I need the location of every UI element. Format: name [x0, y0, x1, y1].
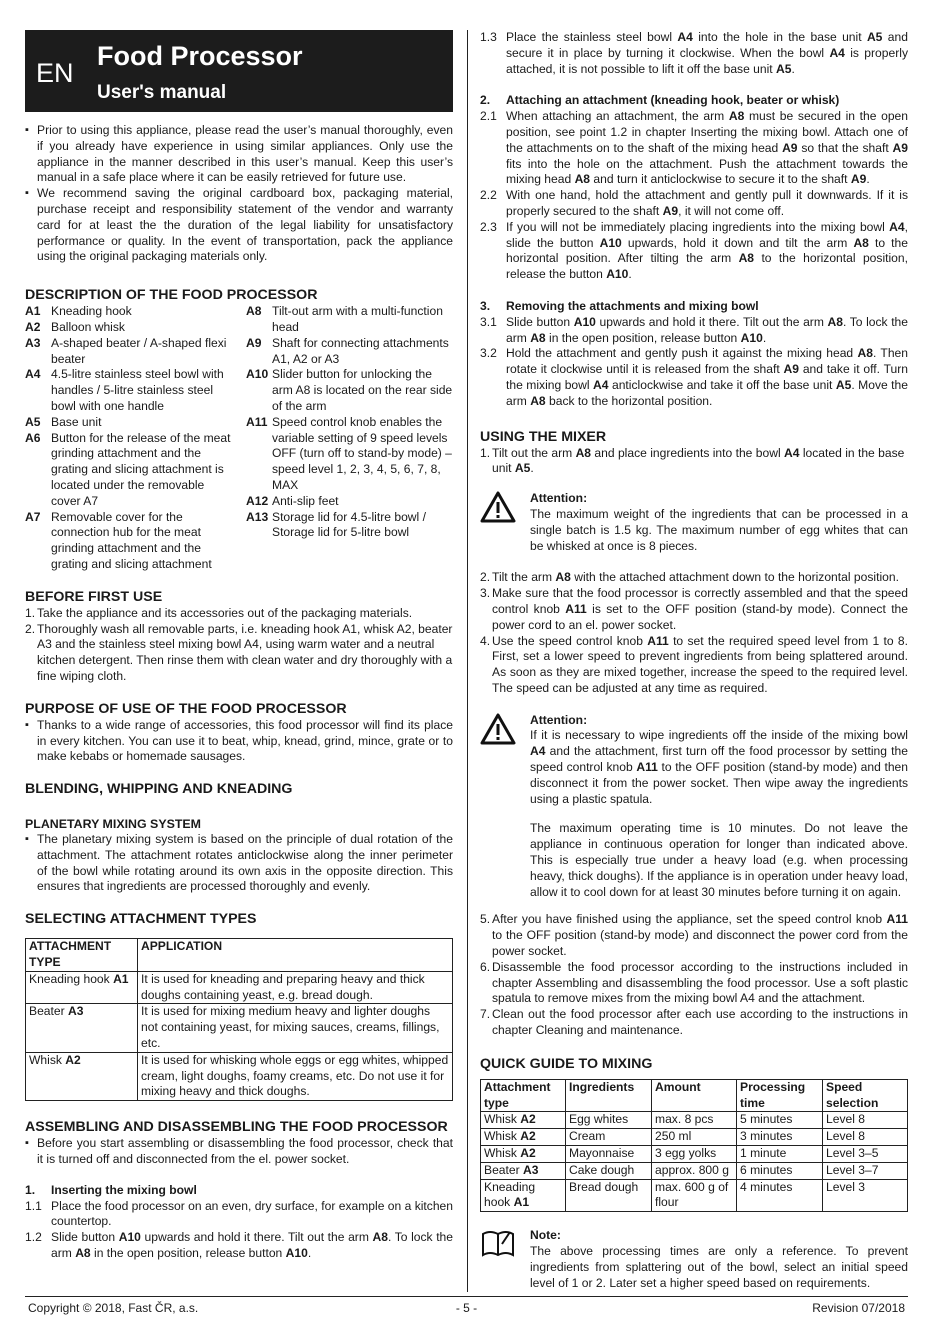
- table-header-cell: Amount: [652, 1079, 737, 1112]
- table-cell: Whisk A2: [481, 1146, 566, 1163]
- table-header-cell: APPLICATION: [138, 939, 453, 972]
- note-label: Note:: [530, 1228, 561, 1243]
- assembling-intro: ▪ Before you start assembling or disassembling the food processor, check that it is turned off and disconnected from the el. power socket.: [25, 1136, 453, 1168]
- step-item: 1.1 Place the food processor on an even, dry surface, for example on a kitchen countertop.: [25, 1198, 454, 1229]
- step-item: 2.1 When attaching an attachment, the arm A8 must be secured in the open position, see point 1.2 in chapter Inserting the mixing bowl. Attach one of the attachments on to the shaft of the mixing head A9 so that the shaft A9 fits into the hole on the attachment. Push the attachment towards the mixing head A8 and turn it anticlockwise to secure it to the shaft A9.: [480, 109, 908, 187]
- attachment-types-heading: SELECTING ATTACHMENT TYPES: [25, 911, 257, 928]
- table-cell: Level 8: [823, 1129, 908, 1146]
- list-item: 2. Thoroughly wash all removable parts, i.e. kneading hook A1, whisk A2, beater A3 and the stainless steel mixing bowl A4, using warm water and a neutral kitchen detergent. Then rinse them with clean water and dry thoroughly with a fine wiping cloth.: [25, 621, 453, 683]
- document-title: Food Processor: [97, 41, 303, 71]
- table-header-cell: Attachment type: [481, 1079, 566, 1112]
- table-cell: 3 egg yolks: [652, 1146, 737, 1163]
- part-entry: A2 Balloon whisk: [25, 319, 125, 334]
- left-column: [25, 30, 453, 1262]
- table-cell: 6 minutes: [737, 1162, 823, 1179]
- assembly-steps-right: [480, 30, 908, 410]
- planetary-list: [25, 832, 453, 895]
- mixer-steps: [480, 912, 908, 1038]
- attention-box: [480, 713, 908, 901]
- step-heading: 3. Removing the attachments and mixing bowl: [480, 298, 759, 313]
- mixer-steps: [480, 446, 908, 478]
- step-item: 1.2 Slide button A10 upwards and hold it there. Tilt out the arm A8. To lock the arm A8 in the open position, release button A10.: [25, 1230, 454, 1261]
- assembling-intro-list: [25, 1136, 453, 1168]
- table-cell: approx. 800 g: [652, 1162, 737, 1179]
- table-row: [481, 1179, 908, 1212]
- attention-text: The maximum operating time is 10 minutes. Do not leave the appliance in continuous operation for longer than indicated above. This is especially true under a heavy load (e.g. when processing heavy, thick doughs). If the appliance is in operation under heavy load, allow it to cool down for at least 30 minutes before turning it on again.: [530, 821, 908, 899]
- table-cell: Level 3–5: [823, 1146, 908, 1163]
- table-cell: Kneading hook A1: [26, 971, 138, 1004]
- part-entry: A3 A-shaped beater / A-shaped flexi beater: [25, 335, 227, 366]
- part-entry: A4 4.5-litre stainless steel bowl with handles / 5-litre stainless steel bowl with one handle: [25, 367, 224, 413]
- purpose-list: [25, 718, 453, 765]
- intro-item: ▪ Prior to using this appliance, please read the user’s manual thoroughly, even if you already have experience in using similar appliances. Only use the appliance in the manner described in this user’s manual. Keep this user’s manual in a safe place where it can be easily retrieved for future use.: [25, 123, 453, 186]
- table-row: [481, 1162, 908, 1179]
- purpose-heading: PURPOSE OF USE OF THE FOOD PROCESSOR: [25, 700, 347, 717]
- table-header-cell: Processing time: [737, 1079, 823, 1112]
- table-row: [26, 1004, 453, 1052]
- language-code: EN: [36, 58, 74, 88]
- note-box: [480, 1228, 908, 1291]
- table-row: [26, 1052, 453, 1100]
- table-cell: Whisk A2: [481, 1112, 566, 1129]
- step-heading: 2. Attaching an attachment (kneading hook, beater or whisk): [480, 93, 840, 108]
- table-cell: Beater A3: [481, 1162, 566, 1179]
- mixer-steps: [480, 570, 908, 696]
- table-cell: Cake dough: [566, 1162, 652, 1179]
- part-entry: A10 Slider button for unlocking the arm A8 is located on the rear side of the arm: [246, 367, 453, 413]
- list-item: 7. Clean out the food processor after each use according to the instructions in chapter Cleaning and maintenance.: [480, 1007, 908, 1038]
- table-cell: Level 8: [823, 1112, 908, 1129]
- table-cell: 5 minutes: [737, 1112, 823, 1129]
- part-entry: A1 Kneading hook: [25, 304, 132, 319]
- table-cell: Beater A3: [26, 1004, 138, 1052]
- title-banner: [25, 30, 453, 112]
- using-mixer-heading: USING THE MIXER: [480, 428, 607, 445]
- revision-text: Revision 07/2018: [812, 1301, 905, 1315]
- table-header-cell: Ingredients: [566, 1079, 652, 1112]
- table-header-cell: ATTACHMENT TYPE: [26, 939, 138, 972]
- part-entry: A11 Speed control knob enables the variable setting of 9 speed levels OFF (turn off to stand-by mode) – speed level 1, 2, 3, 4, 5, 6, 7, 8, MAX: [246, 414, 452, 492]
- step-item: 2.3 If you will not be immediately placing ingredients into the mixing bowl A4, slide the button A10 upwards, hold it down and tilt the arm A8 to the horizontal position. After tilting the arm A8 to the horizontal position, release the button A10.: [480, 219, 908, 282]
- before-first-use-list: [25, 606, 453, 685]
- table-cell: It is used for kneading and preparing heavy and thick doughs containing yeast, e.g. bread dough.: [138, 971, 453, 1004]
- parts-list-right: [246, 304, 453, 573]
- list-item: 2. Tilt the arm A8 with the attached attachment down to the horizontal position.: [480, 570, 899, 585]
- step-item: 1.3 Place the stainless steel bowl A4 into the hole in the base unit A5 and secure it in place by turning it clockwise. When the bowl A4 is properly attached, it is not possible to lift it off the base unit A5.: [480, 30, 909, 76]
- copyright-text: Copyright © 2018, Fast ČR, a.s.: [28, 1301, 199, 1315]
- part-entry: A13 Storage lid for 4.5-litre bowl / Storage lid for 5-litre bowl: [246, 509, 426, 540]
- attention-label: Attention:: [530, 491, 588, 506]
- table-cell: 1 minute: [737, 1146, 823, 1163]
- table-row: [481, 1112, 908, 1129]
- table-cell: Egg whites: [566, 1112, 652, 1129]
- list-item: 5. After you have finished using the appliance, set the speed control knob A11 to the OFF position (stand-by mode) and disconnect the power cord from the power socket.: [480, 912, 908, 959]
- attention-label: Attention:: [530, 712, 588, 727]
- page-number: - 5 -: [455, 1301, 478, 1315]
- quick-guide-table: [480, 1079, 908, 1212]
- parts-list-left: [25, 304, 232, 573]
- part-entry: A12 Anti-slip feet: [246, 493, 339, 508]
- table-cell: 4 minutes: [737, 1179, 823, 1212]
- page-footer: [25, 1296, 908, 1318]
- assembly-steps-left: [25, 1183, 453, 1262]
- list-item: 4. Use the speed control knob A11 to set the required speed level from 1 to 8. First, set a lower speed to prevent ingredients from being splattered around. As soon as they are mixed together, increase the speed to the required level. The speed can be adjusted at any time as required.: [480, 633, 908, 695]
- part-entry: A9 Shaft for connecting attachments A1, A2 or A3: [246, 335, 449, 366]
- list-item: 3. Make sure that the food processor is correctly assembled and that the speed control knob A11 is set to the OFF position (stand-by mode). Connect the power cord to an el. power socket.: [480, 586, 909, 632]
- parts-description: [25, 304, 453, 573]
- table-row: [481, 1129, 908, 1146]
- planetary-subheading: PLANETARY MIXING SYSTEM: [25, 817, 202, 832]
- table-cell: 3 minutes: [737, 1129, 823, 1146]
- warning-icon: [480, 491, 530, 554]
- purpose-item: ▪ Thanks to a wide range of accessories, this food processor will find its place in every kitchen. You can use it to beat, whip, knead, grind, mince, grate or to make kebabs or homemade sausages.: [25, 718, 453, 765]
- part-entry: A6 Button for the release of the meat grinding attachment and the grating and slicing attachment is located under the removable cover A7: [25, 430, 231, 508]
- step-item: 3.1 Slide button A10 upwards and hold it there. Tilt out the arm A8. To lock the arm A8 in the open position, release button A10.: [480, 314, 909, 345]
- table-header-cell: Speed selection: [823, 1079, 908, 1112]
- attention-box: [480, 491, 908, 554]
- assembling-heading: ASSEMBLING AND DISASSEMBLING THE FOOD PROCESSOR: [25, 1119, 448, 1136]
- table-cell: Mayonnaise: [566, 1146, 652, 1163]
- table-cell: 250 ml: [652, 1129, 737, 1146]
- quick-guide-heading: QUICK GUIDE TO MIXING: [480, 1055, 653, 1072]
- table-cell: Level 3–7: [823, 1162, 908, 1179]
- intro-item: ▪ We recommend saving the original cardboard box, packaging material, purchase receipt and responsibility statement of the vendor and warranty card for at least the the duration of the legal liability for unsatisfactory performance or quality. In the event of transportation, pack the appliance using the original packaging materials only.: [25, 186, 453, 265]
- blending-heading: BLENDING, WHIPPING AND KNEADING: [25, 781, 293, 798]
- table-row: [26, 971, 453, 1004]
- step-item: 3.2 Hold the attachment and gently push it against the mixing head A8. Then rotate it clockwise until it is released from the shaft A9 and take it off. Turn the mixing bowl A4 anticlockwise and take it off the base unit A5. Move the arm A8 back to the horizontal position.: [480, 346, 909, 408]
- before-first-use-heading: BEFORE FIRST USE: [25, 588, 163, 605]
- table-cell: max. 8 pcs: [652, 1112, 737, 1129]
- part-entry: A5 Base unit: [25, 414, 102, 429]
- table-cell: It is used for whisking whole eggs or egg whites, whipped cream, light doughs, foamy creams, etc. Do not use it for mixing heavy and thick doughs.: [138, 1052, 453, 1100]
- planetary-item: ▪ The planetary mixing system is based on the principle of dual rotation of the attachment. The attachment rotates anticlockwise along the inner perimeter of the bowl while rotating around its own axis in the opposite direction. This ensures that ingredients are processed thoroughly and evenly.: [25, 832, 453, 895]
- list-item: 1. Take the appliance and its accessories out of the packaging materials.: [25, 605, 413, 620]
- table-cell: Whisk A2: [26, 1052, 138, 1100]
- table-header-row: [26, 939, 453, 972]
- part-entry: A8 Tilt-out arm with a multi-function head: [246, 304, 443, 334]
- table-cell: Level 3: [823, 1179, 908, 1212]
- list-item: 1. Tilt out the arm A8 and place ingredients into the bowl A4 located in the base unit A5.: [480, 445, 905, 476]
- table-header-row: [481, 1079, 908, 1112]
- table-cell: Bread dough: [566, 1179, 652, 1212]
- document-subtitle: User's manual: [97, 82, 227, 103]
- note-text: The above processing times are only a reference. To prevent ingredients from splattering out of the bowl, select an initial speed level of 1 or 2. Later set a higher speed based on requirements.: [530, 1244, 908, 1290]
- description-heading: DESCRIPTION OF THE FOOD PROCESSOR: [25, 287, 318, 304]
- list-item: 6. Disassemble the food processor according to the instructions included in chapter Assembling and disassembling the food processor. Use a soft plastic spatula to remove mixes from the mixing bowl A4 and the attachment.: [480, 959, 908, 1006]
- attention-text: The maximum weight of the ingredients that can be processed in a single batch is 1.5 kg. The maximum number of egg whites that can be whisked at once is 8 pieces.: [530, 506, 908, 553]
- table-cell: Kneading hook A1: [481, 1179, 566, 1212]
- column-divider: [467, 30, 468, 1292]
- intro-list: [25, 123, 453, 265]
- table-cell: It is used for mixing medium heavy and lighter doughs not containing yeast, for mixing sauces, creams, fillings, etc.: [138, 1004, 453, 1052]
- table-cell: Whisk A2: [481, 1129, 566, 1146]
- table-row: [481, 1146, 908, 1163]
- warning-icon: [480, 713, 530, 901]
- step-heading: 1. Inserting the mixing bowl: [25, 1182, 197, 1197]
- part-entry: A7 Removable cover for the connection hub for the meat grinding attachment and the grating and slicing attachment: [25, 509, 212, 571]
- book-icon: [480, 1228, 530, 1291]
- right-column: [480, 30, 908, 1291]
- table-cell: Cream: [566, 1129, 652, 1146]
- step-item: 2.2 With one hand, hold the attachment and gently pull it downwards. If it is properly secured to the shaft A9, it will not come off.: [480, 188, 908, 218]
- table-cell: max. 600 g of flour: [652, 1179, 737, 1212]
- attachment-types-table: [25, 938, 453, 1101]
- attention-text: If it is necessary to wipe ingredients off the inside of the mixing bowl A4 and the attachment, first turn off the food processor by setting the speed control knob A11 to the OFF position (stand-by mode) and then disconnect it from the power socket. Then wipe away the ingredients using a plastic spatula.: [530, 728, 908, 806]
